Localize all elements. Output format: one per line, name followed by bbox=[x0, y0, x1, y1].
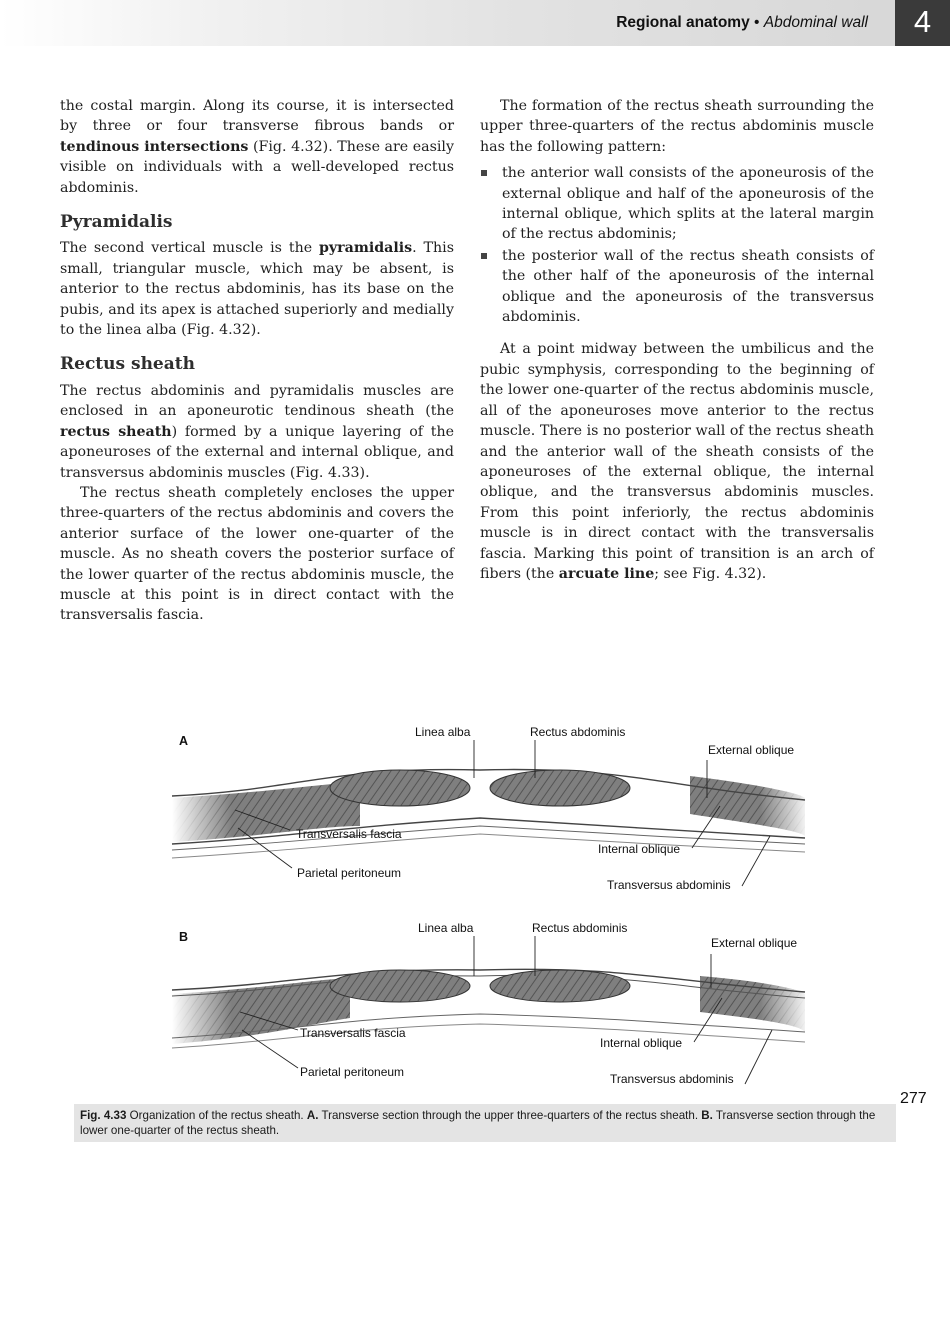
chapter-tab: 4 bbox=[895, 0, 950, 46]
text-run: The second vertical muscle is the bbox=[60, 240, 320, 257]
panel-b-label-internal-oblique: Internal oblique bbox=[600, 1036, 683, 1050]
bullet-anterior-wall: the anterior wall consists of the aponeurosis of the external oblique and half of the aponeurosis of the internal oblique, which splits at the lateral margin of the rectus abdominis; bbox=[502, 165, 874, 243]
list-item bbox=[480, 246, 874, 328]
panel-a-label-transversalis-fascia: Transversalis fascia bbox=[296, 827, 402, 841]
list-item bbox=[480, 163, 874, 245]
bold-term: rectus sheath bbox=[60, 423, 172, 440]
panel-b-label-rectus-abdominis: Rectus abdominis bbox=[532, 921, 628, 935]
panel-b-label-linea-alba: Linea alba bbox=[418, 921, 474, 935]
figure-rectus-sheath bbox=[60, 718, 900, 1118]
paragraph-pyramidalis bbox=[60, 238, 454, 340]
caption-text-1: Organization of the rectus sheath. bbox=[126, 1109, 307, 1122]
panel-b-letter: B bbox=[179, 930, 189, 944]
caption-label: Fig. 4.33 bbox=[80, 1109, 127, 1122]
caption-text-2: Transverse section through the upper three-quarters of the rectus sheath. bbox=[318, 1109, 702, 1122]
panel-a-rectus-abdominis-right bbox=[490, 770, 630, 806]
figure-caption bbox=[74, 1104, 896, 1142]
running-head-section: Regional anatomy bbox=[616, 14, 750, 31]
running-head-subsection: Abdominal wall bbox=[763, 14, 868, 31]
panel-a-letter: A bbox=[179, 734, 189, 748]
bullet-square-icon bbox=[481, 170, 487, 176]
page-number: 277 bbox=[900, 1090, 927, 1107]
panel-b-label-external-oblique: External oblique bbox=[711, 936, 798, 950]
caption-panel-a-letter: A. bbox=[306, 1109, 319, 1122]
heading-pyramidalis: Pyramidalis bbox=[60, 212, 173, 233]
panel-a-label-external-oblique: External oblique bbox=[708, 743, 795, 757]
paragraph-rectus-sheath bbox=[60, 381, 454, 483]
text-run: The rectus abdominis and pyramidalis muscles are enclosed in an aponeurotic tendinous sheath (the bbox=[60, 382, 454, 420]
text-run: (Fig. 4.32). These are easily visible on individuals with a well-developed rectus abdominis. bbox=[60, 138, 454, 196]
text-run: ) formed by a unique layering of the aponeuroses of the external and internal oblique, and transversus abdominis muscles (Fig. 4.33). bbox=[60, 423, 454, 481]
panel-a-label-internal-oblique: Internal oblique bbox=[598, 842, 681, 856]
panel-a-label-parietal-peritoneum: Parietal peritoneum bbox=[297, 866, 402, 880]
panel-b-rectus-abdominis-left bbox=[330, 970, 470, 1002]
text-run: . This small, triangular muscle, which may be absent, is anterior to the rectus abdominis, has its base on the pubis, and its apex is attached superiorly and medially to the linea alba (Fig. 4.32). bbox=[60, 240, 454, 339]
bold-term: arcuate line bbox=[558, 565, 655, 582]
rectus-sheath-diagram bbox=[60, 718, 900, 1118]
text-run: At a point midway between the umbilicus and the pubic symphysis, corresponding to the beginning of the lower one-quarter of the rectus abdominis muscle, all of the aponeuroses move anterior to the rectus muscle. There is no posterior wall of the rectus sheath and the anterior wall of the sheath consists of the aponeuroses of the external oblique, the internal oblique, and the transversus abdominis muscles. From this point inferiorly, the rectus abdominis muscle is in direct contact with the transversalis fascia. Marking this point of transition is an arch of fibers (the bbox=[480, 341, 874, 582]
panel-a-parietal-peritoneum-line bbox=[172, 834, 805, 858]
text-run: ; see Fig. 4.32). bbox=[654, 565, 767, 582]
panel-a-label-linea-alba: Linea alba bbox=[415, 725, 471, 739]
paragraph-tendinous-intersections bbox=[60, 96, 454, 198]
running-head-separator: • bbox=[749, 14, 764, 31]
text-run: the costal margin. Along its course, it is intersected by three or four transverse fibrous bands or bbox=[60, 98, 454, 135]
bullet-posterior-wall: the posterior wall of the rectus sheath consists of the other half of the aponeurosis of the internal oblique and the aponeurosis of the transversus abdominis. bbox=[502, 247, 874, 326]
panel-a-rectus-abdominis-left bbox=[330, 770, 470, 806]
sheath-pattern-list bbox=[480, 163, 874, 327]
bullet-square-icon bbox=[481, 253, 487, 259]
panel-b-label-parietal-peritoneum: Parietal peritoneum bbox=[300, 1065, 405, 1079]
paragraph-rectus-sheath-coverage: The rectus sheath completely encloses the upper three-quarters of the rectus abdominis and covers the anterior surface of the lower one-quarter of the muscle. As no sheath covers the posterior surface of the lower quarter of the rectus abdominis muscle, the muscle at this point is in direct contact with the transversalis fascia. bbox=[60, 484, 454, 624]
bold-term: pyramidalis bbox=[319, 240, 413, 257]
running-head bbox=[616, 14, 868, 32]
panel-b bbox=[172, 921, 810, 1086]
panel-a bbox=[172, 725, 810, 892]
paragraph-sheath-formation: The formation of the rectus sheath surrounding the upper three-quarters of the rectus abdominis muscle has the following pattern: bbox=[480, 98, 874, 155]
panel-b-label-transversalis-fascia: Transversalis fascia bbox=[300, 1026, 406, 1040]
left-column bbox=[60, 96, 454, 626]
paragraph-arcuate-line bbox=[480, 339, 874, 584]
heading-rectus-sheath: Rectus sheath bbox=[60, 354, 195, 375]
panel-b-rectus-abdominis-right bbox=[490, 970, 630, 1002]
panel-b-label-transversus-abdominis: Transversus abdominis bbox=[610, 1072, 734, 1086]
panel-a-label-rectus-abdominis: Rectus abdominis bbox=[530, 725, 626, 739]
bold-term: tendinous intersections bbox=[60, 138, 249, 155]
panel-a-label-transversus-abdominis: Transversus abdominis bbox=[607, 878, 731, 892]
caption-panel-b-letter: B. bbox=[701, 1109, 713, 1122]
caption-text-3: Transverse section through the lower one-quarter of the rectus sheath. bbox=[80, 1109, 876, 1137]
right-column bbox=[480, 96, 874, 584]
